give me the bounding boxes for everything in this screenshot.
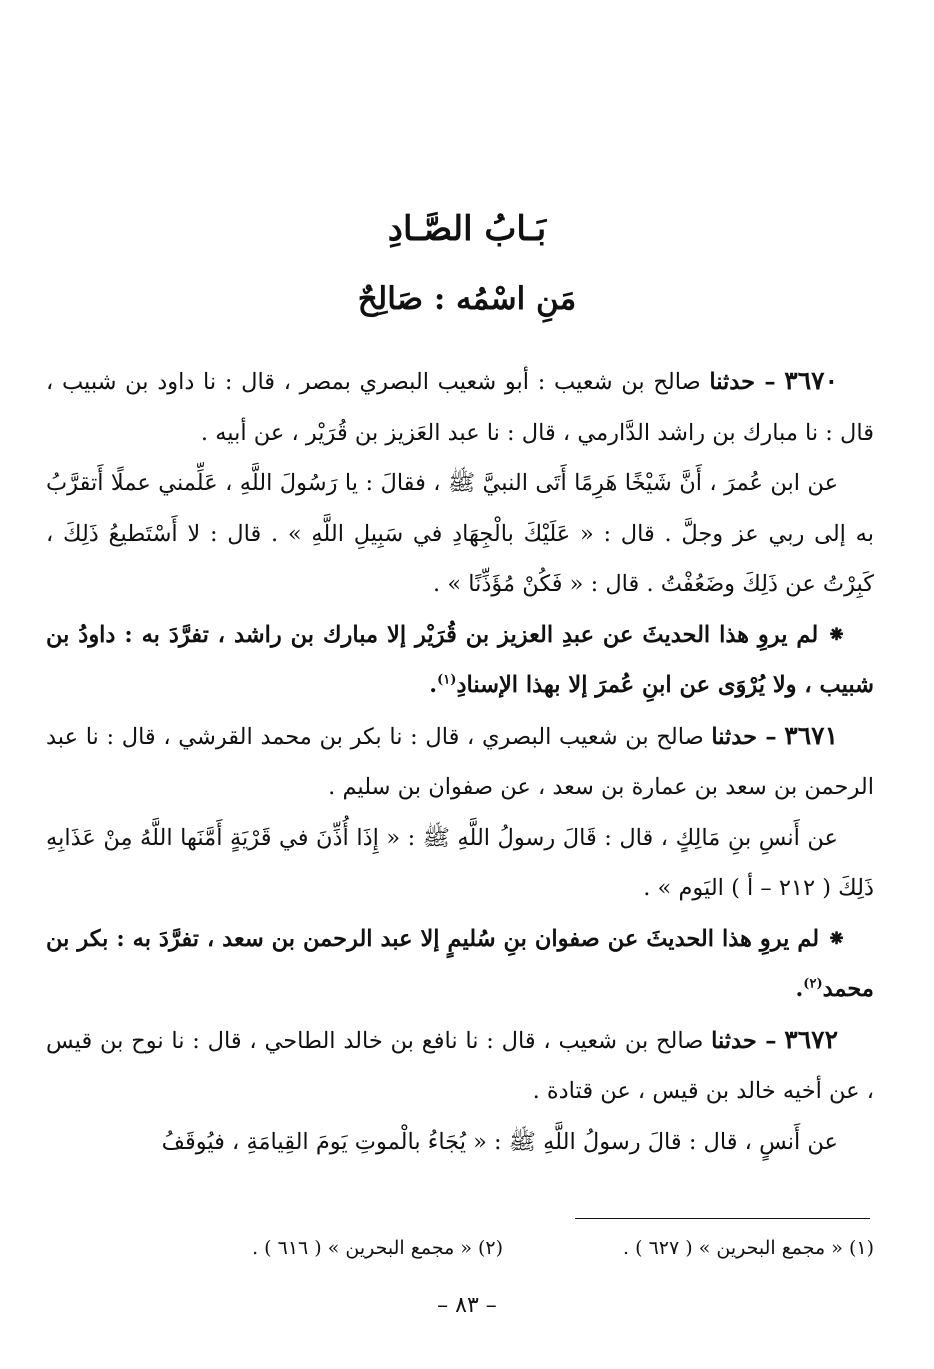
note-end: . — [795, 976, 804, 1002]
hadith-lead: – حدثنا — [709, 369, 776, 395]
hadith-3672-matn — [46, 1117, 874, 1168]
note-marker: ⁕ — [827, 925, 846, 952]
hadith-3671-isnad — [46, 711, 874, 813]
hadith-number: ٣٦٧٢ — [784, 1024, 839, 1054]
hadith-3670-isnad — [46, 356, 874, 458]
hadith-lead: – حدثنا — [711, 723, 777, 750]
footnote-ref: (١) — [437, 672, 457, 688]
isnad-text: صالح بن شعيب ، قال : نا نافع بن خالد الطاحي ، قال : نا نوح بن قيس ، عن أخيه خالد بن قيس ، عن قتادة . — [46, 1027, 874, 1104]
hadith-number: ٣٦٧١ — [784, 720, 838, 750]
note-end: . — [429, 672, 438, 698]
hadith-number: ٣٦٧٠ — [784, 366, 839, 395]
hadith-3671-matn — [46, 813, 874, 914]
page-number: – ٨٣ – — [437, 1293, 497, 1318]
footnotes — [46, 1231, 874, 1265]
matn-text: عن أَنسِ بنِ مَالِكٍ ، قال : قَالَ رسولُ اللَّهِ ﷺ : « إِذَا أُذِّنَ في قَرْيَةٍ أَمَّنَها اللَّهُ مِنْ عَذَابِهِ ذَلِكَ ( ٢١٢ – أ ) اليَوم » . — [46, 824, 874, 901]
hadith-lead: – حدثنا — [711, 1027, 777, 1054]
hadith-3671-note — [46, 914, 874, 1015]
hadith-3670-note — [46, 610, 874, 711]
hadith-3672-isnad — [46, 1015, 874, 1117]
hadith-3670-matn — [46, 458, 874, 610]
matn-text: عن أَنسٍ ، قال : قالَ رسولُ اللَّهِ ﷺ : « يُجَاءُ بالْموتِ يَومَ القِيامَةِ ، فيُوقَفُ — [161, 1128, 838, 1155]
isnad-text: صالح بن شعيب البصري ، قال : نا بكر بن محمد القرشي ، قال : نا عبد الرحمن بن سعد بن عمارة بن سعد ، عن صفوان بن سليم . — [46, 723, 874, 800]
footnote-ref: (٢) — [803, 976, 823, 992]
main-text — [46, 356, 874, 1167]
footnote-1: (١) « مجمع البحرين » ( ٦٢٧ ) . — [623, 1237, 874, 1259]
matn-text: عن ابن عُمرَ ، أَنَّ شَيْخًا هَرِمًا أَتَى النبيَّ ﷺ ، فقالَ : يا رَسُولَ اللَّهِ ، عَلِّمني عملًا أَتقرَّبُ به إلى ربي عز وجلَّ . قال : « عَلَيْكَ بالْجِهَادِ في سَبِيلِ اللَّهِ » . قال : لا أَسْتَطيعُ ذَلِكَ ، كَبِرْتُ عن ذَلِكَ وضَعُفْتُ . قال : « فَكُنْ مُؤَذِّنًا » . — [46, 470, 874, 597]
note-text: لم يروِ هذا الحديثَ عن عبدِ العزيز بن قُرَيْر إلا مبارك بن راشد ، تفرَّدَ به : داودُ بن شبيب ، ولا يُرْوَى عن ابنِ عُمرَ إلا بهذا الإسنادِ — [46, 621, 874, 698]
isnad-text: صالح بن شعيب : أبو شعيب البصري بمصر ، قال : نا داود بن شبيب ، قال : نا مبارك بن راشد الدَّارمي ، قال : نا عبد العَزيز بن قُرَيْر ، عن أبيه . — [46, 369, 874, 446]
section-title: مَنِ اسْمُه : صَالِحٌ — [357, 281, 577, 317]
note-marker: ⁕ — [827, 621, 846, 648]
chapter-title: بَـابُ الصَّـادِ — [387, 209, 547, 249]
footnote-2: (٢) « مجمع البحرين » ( ٦١٦ ) . — [252, 1237, 504, 1259]
footnote-separator — [575, 1218, 870, 1219]
note-text: لم يروِ هذا الحديثَ عن صفوان بنِ سُليمٍ إلا عبد الرحمن بن سعد ، تفرَّدَ به : بكر بن محمد — [46, 925, 874, 1002]
